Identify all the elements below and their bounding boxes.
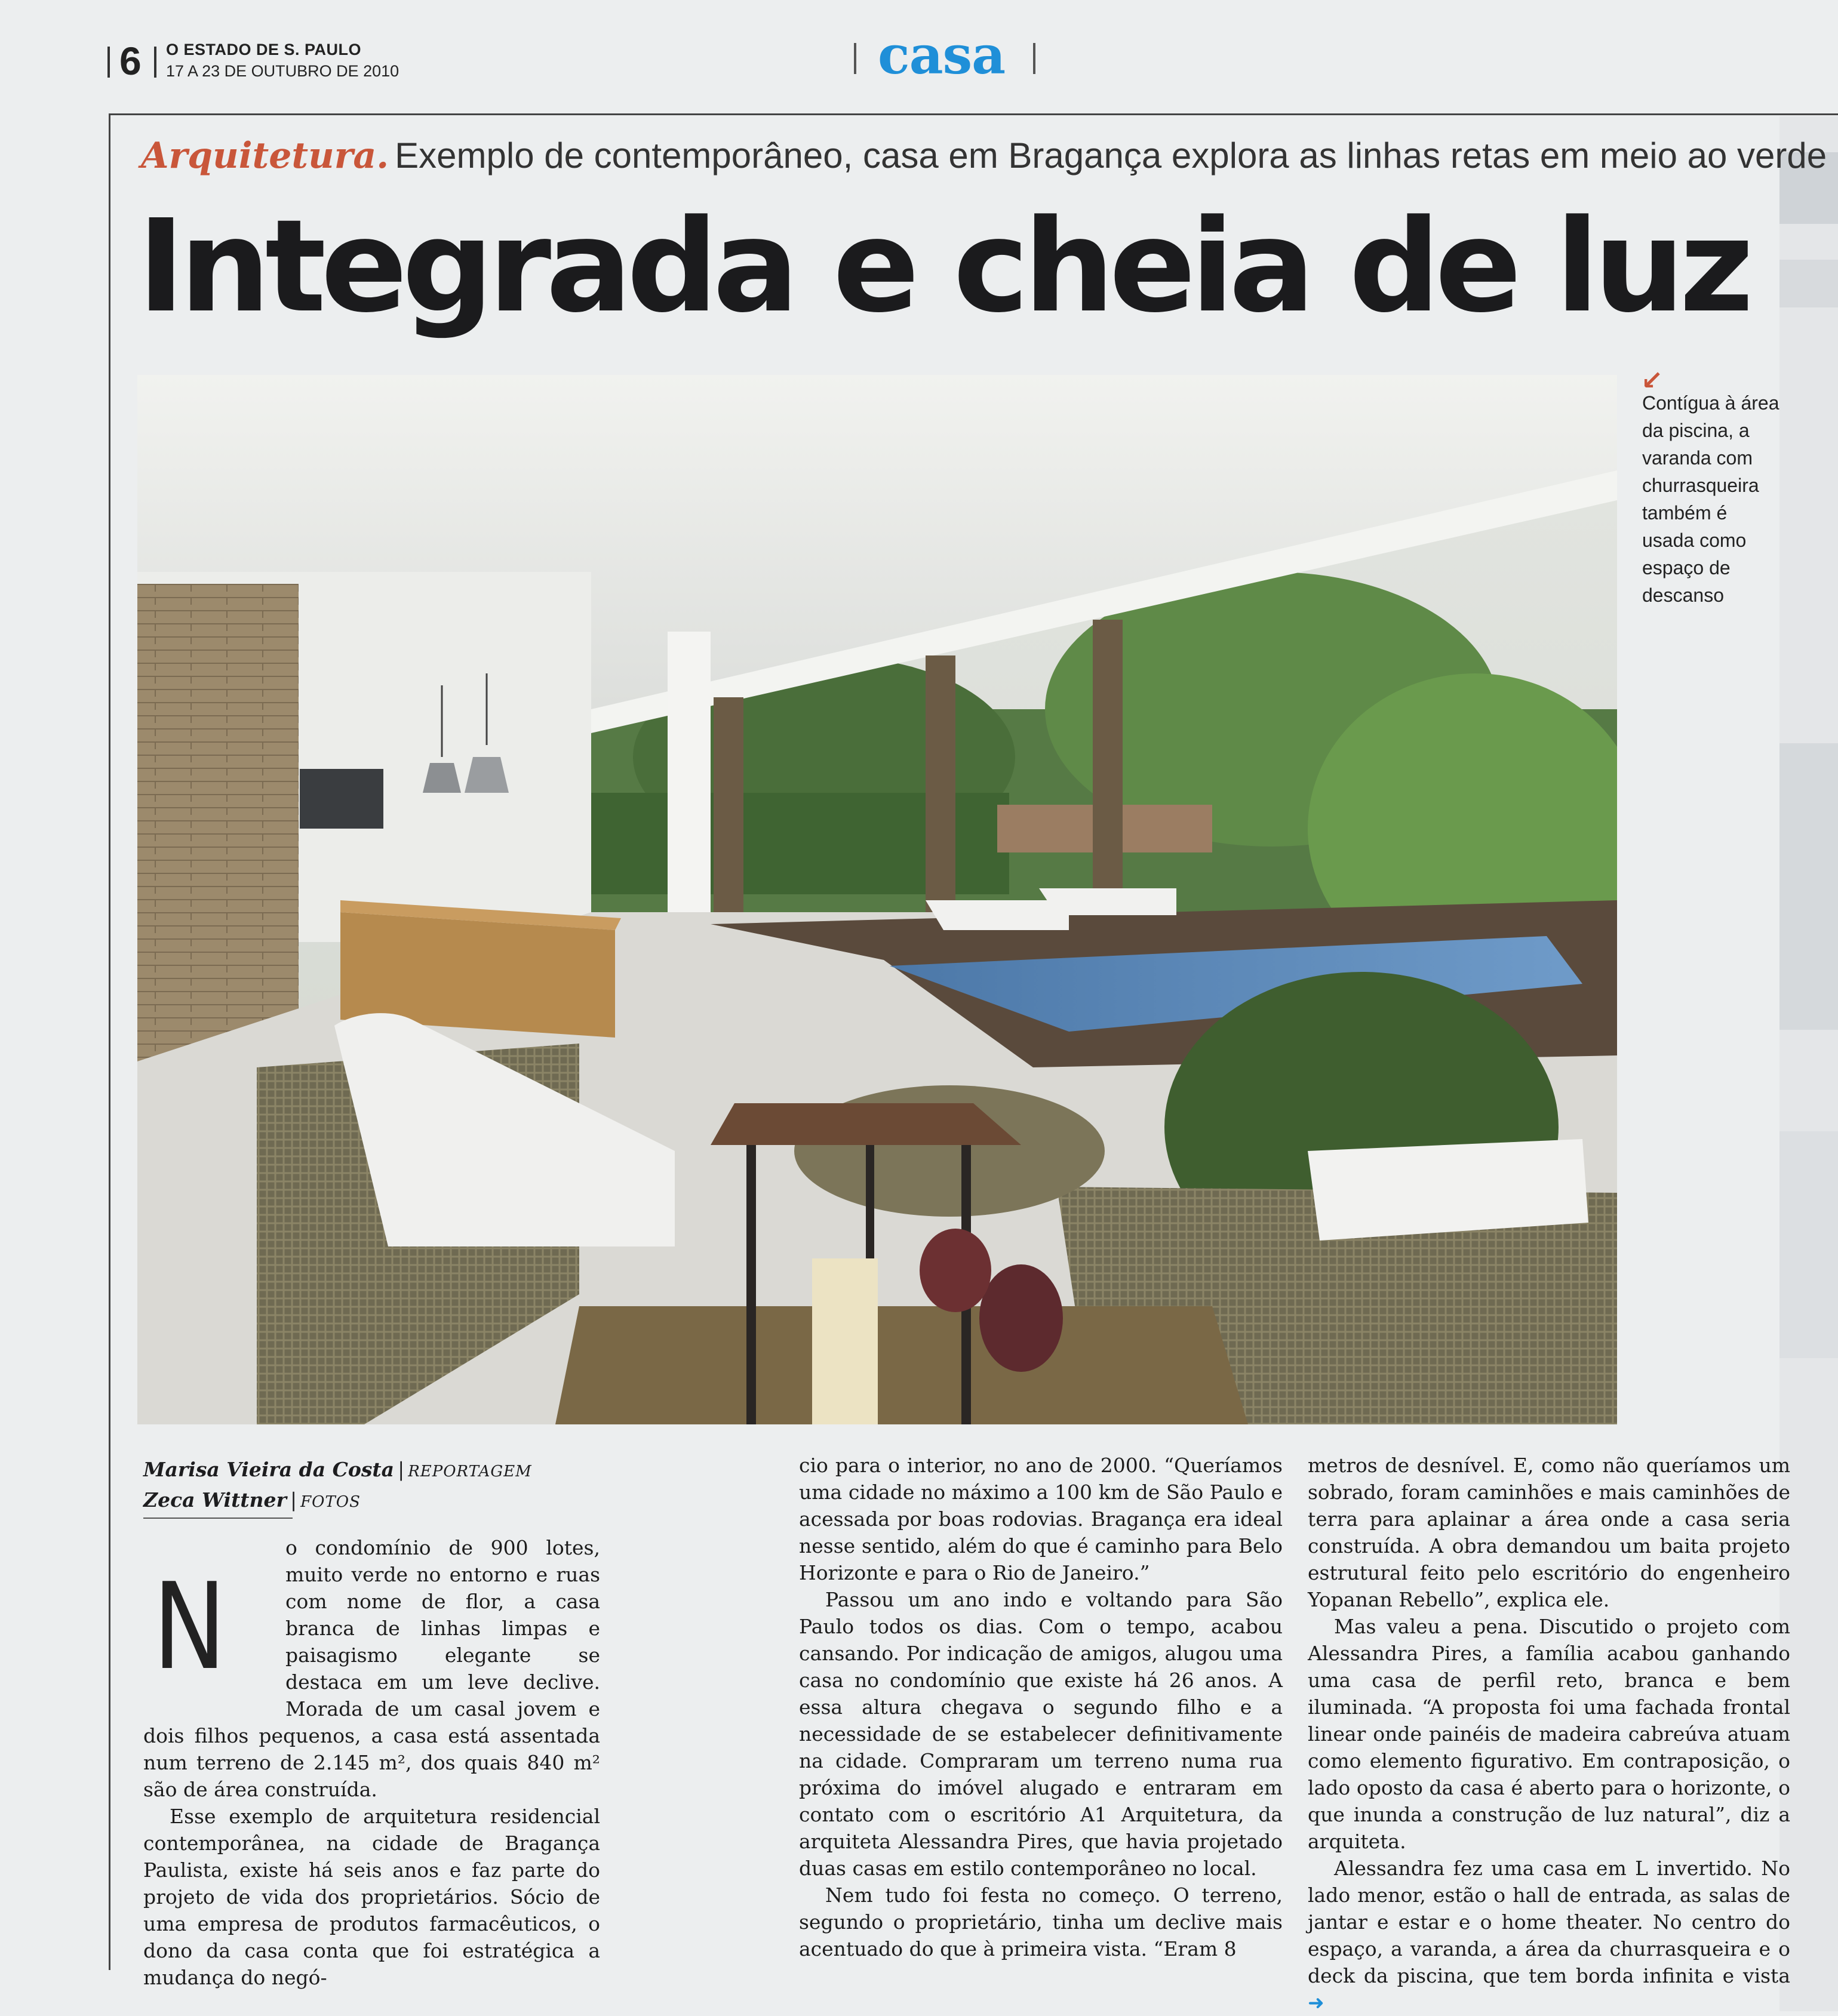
adjacent-page-text-shadow [1779,743,1838,1030]
photo-lantern [711,1103,1021,1145]
article-paragraph-text: Alessandra fez uma casa em L invertido. No lado menor, estão o hall de entrada, as salas de jantar e estar e o home theater. No centro do espaço, a varanda, a área da churrasqueira e o deck da piscina, que tem borda infinita e vista [1308,1857,1790,1987]
page-number: 6 [119,39,142,83]
article-frame-left [109,113,110,1970]
article-photo [137,375,1617,1424]
header-divider [154,47,156,78]
article-credits [143,1455,597,1516]
article-paragraph: Mas valeu a pena. Discutido o projeto com Alessandra Pires, a família acabou ganhando uma casa de perfil reto, branca e bem iluminada. “A proposta foi uma fachada frontal linear onde painéis de madeira cabreúva atuam como elemento figurativo. Em contraposição, o lado oposto da casa é aberto para o horizonte, o que inunda a construção de luz natural”, diz a arquiteta. [1308,1615,1790,1853]
credit-name: Marisa Vieira da Costa [143,1458,395,1481]
credit-name: Zeca Wittner [143,1488,287,1512]
newspaper-name: O ESTADO DE S. PAULO [166,41,362,59]
photo-tray [555,1306,1248,1424]
drop-cap: N [153,1558,226,1697]
article-paragraph: Passou um ano indo e voltando para São Paulo todos os dias. Com o tempo, acabou cansando. Por indicação de amigos, alugou uma casa no condomínio que existe há 26 anos. A essa altura chegava o segundo filho e a necessidade de se estabelecer definitivamente na cidade. Compraram um terreno numa rua próxima do imóvel alugado e entraram em contato com o escritório A1 Arquitetura, da arquiteta Alessandra Pires, que havia projetado duas casas em estilo contemporâneo no local. [799,1588,1283,1880]
article-kicker [141,135,1827,177]
section-logo: casa [878,24,1006,86]
article-column-2 [799,1452,1283,1962]
kicker-label: Arquitetura. [141,135,389,177]
photo-caption: Contígua à área da piscina, a varanda com churrasqueira também é usada como espaço de descanso [1642,392,1779,606]
article-paragraph [1308,1855,1790,2016]
photo-glass-vase [979,1264,1063,1372]
article-paragraph: o condomínio de 900 lotes, muito verde no entorno e ruas com nome de flor, a casa branca de linhas limpas e paisagismo elegante se destaca em um leve declive. Morada de um casal jovem e dois filhos pequenos, a casa está assentada num terreno de 2.145 m², dos quais 840 m² são de área construída. [143,1536,600,1801]
kicker-text: Exemplo de contemporâneo, casa em Bragança explora as linhas retas em meio ao verde [395,136,1827,176]
credit-separator: | [398,1458,405,1481]
issue-date: 17 A 23 DE OUTUBRO DE 2010 [166,62,399,80]
article-paragraph: metros de desnível. E, como não queríamos um sobrado, foram caminhões e mais caminhões de terra para aplainar a área onde a casa seria construída. A obra demandou um baita projeto estrutural feito pelo escritório do engenheiro Yopanan Rebello”, explica ele. [1308,1454,1790,1611]
caption-arrow-icon: ↙ [1641,365,1663,396]
article-frame-top [109,113,1838,115]
article-paragraph: cio para o interior, no ano de 2000. “Queríamos uma cidade no máximo a 100 km de São Paulo e acessada por boas rodovias. Bragança era ideal nesse sentido, além do que é caminho para Belo Horizonte e para o Rio de Janeiro.” [799,1454,1283,1584]
arrow-right-icon: ➜ [1308,1991,1324,2014]
credit-line [143,1455,597,1486]
header-divider [107,47,110,78]
adjacent-page-image-shadow [1779,1131,1838,1358]
article-paragraph: Esse exemplo de arquitetura residencial contemporânea, na cidade de Bragança Paulista, existe há seis anos e faz parte do projeto de vida dos proprietários. Sócio de uma empresa de produtos farmacêuticos, o dono da casa conta que foi estratégica a mudança do negó- [143,1805,600,1989]
credit-role: REPORTAGEM [408,1463,532,1481]
adjacent-page-subhead-shadow [1779,260,1838,307]
header-divider [1033,43,1035,74]
photo-candle [812,1258,878,1424]
article-paragraph: Nem tudo foi festa no começo. O terreno, segundo o proprietário, tinha um declive mais acentuado do que à primeira vista. “Eram 8 [799,1883,1283,1960]
credits-rule [143,1518,293,1519]
article-headline: Integrada e cheia de luz [137,192,1748,341]
header-divider [854,43,856,74]
article-column-3 [1308,1452,1790,2016]
photo-tv [300,769,383,829]
article-column-1 [143,1534,600,1991]
photo-lounge-chair [926,900,1069,930]
photo-sofa-cushion [1308,1139,1588,1241]
credit-role: FOTOS [300,1493,361,1511]
credit-separator: | [290,1488,297,1512]
credit-line [143,1486,597,1516]
photo-lounge-chair [1039,888,1176,915]
veranda-pool-photo [137,375,1617,1424]
